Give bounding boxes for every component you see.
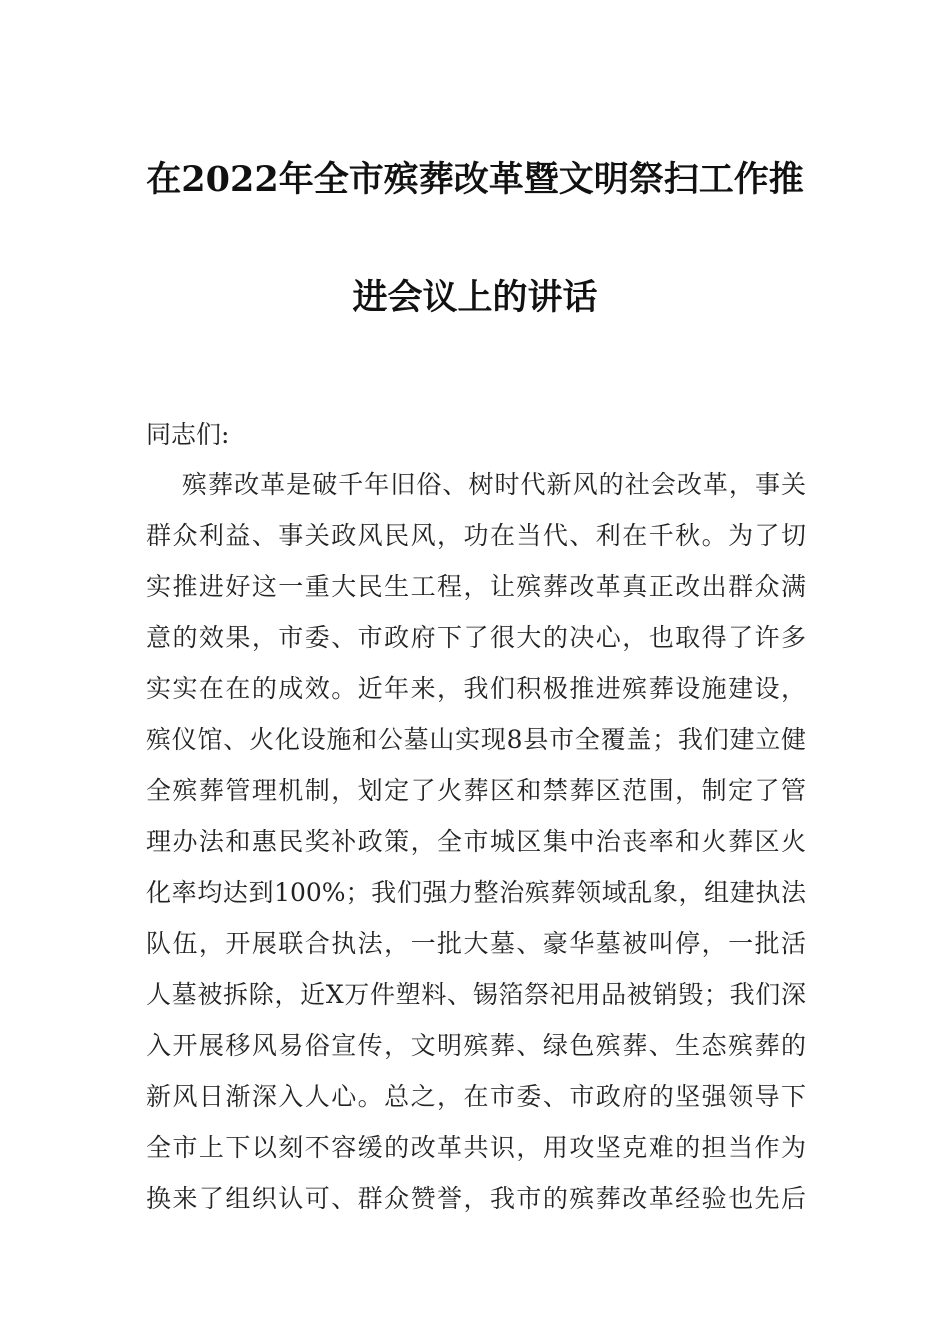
paragraph-line: 全市上下以刻不容缓的改革共识，用攻坚克难的担当作为 xyxy=(146,1133,806,1162)
salutation: 同志们: xyxy=(146,420,230,449)
paragraph-line: 意的效果，市委、市政府下了很大的决心，也取得了许多 xyxy=(146,623,806,652)
paragraph-line: 殡葬改革是破千年旧俗、树时代新风的社会改革，事关 xyxy=(182,470,806,499)
paragraph-line: 殡仪馆、火化设施和公墓山实现8县市全覆盖；我们建立健 xyxy=(146,725,806,754)
document-title-line-2: 进会议上的讲话 xyxy=(352,277,598,318)
document-title-line-1: 在2022年全市殡葬改革暨文明祭扫工作推 xyxy=(146,159,804,200)
paragraph-line: 群众利益、事关政风民风，功在当代、利在千秋。为了切 xyxy=(146,521,806,550)
paragraph-line: 队伍，开展联合执法，一批大墓、豪华墓被叫停，一批活 xyxy=(146,929,806,958)
paragraph-line: 新风日渐深入人心。总之，在市委、市政府的坚强领导下 xyxy=(146,1082,806,1111)
paragraph-line: 入开展移风易俗宣传，文明殡葬、绿色殡葬、生态殡葬的 xyxy=(146,1031,806,1060)
paragraph-line: 换来了组织认可、群众赞誉，我市的殡葬改革经验也先后 xyxy=(146,1184,806,1213)
paragraph-line: 实推进好这一重大民生工程，让殡葬改革真正改出群众满 xyxy=(146,572,806,601)
paragraph-line: 理办法和惠民奖补政策，全市城区集中治丧率和火葬区火 xyxy=(146,827,806,856)
paragraph-line: 化率均达到100%；我们强力整治殡葬领域乱象，组建执法 xyxy=(146,878,806,907)
paragraph-line: 人墓被拆除，近X万件塑料、锡箔祭祀用品被销毁；我们深 xyxy=(146,980,806,1009)
paragraph-line: 全殡葬管理机制，划定了火葬区和禁葬区范围，制定了管 xyxy=(146,776,806,805)
paragraph-line: 实实在在的成效。近年来，我们积极推进殡葬设施建设， xyxy=(146,674,806,703)
